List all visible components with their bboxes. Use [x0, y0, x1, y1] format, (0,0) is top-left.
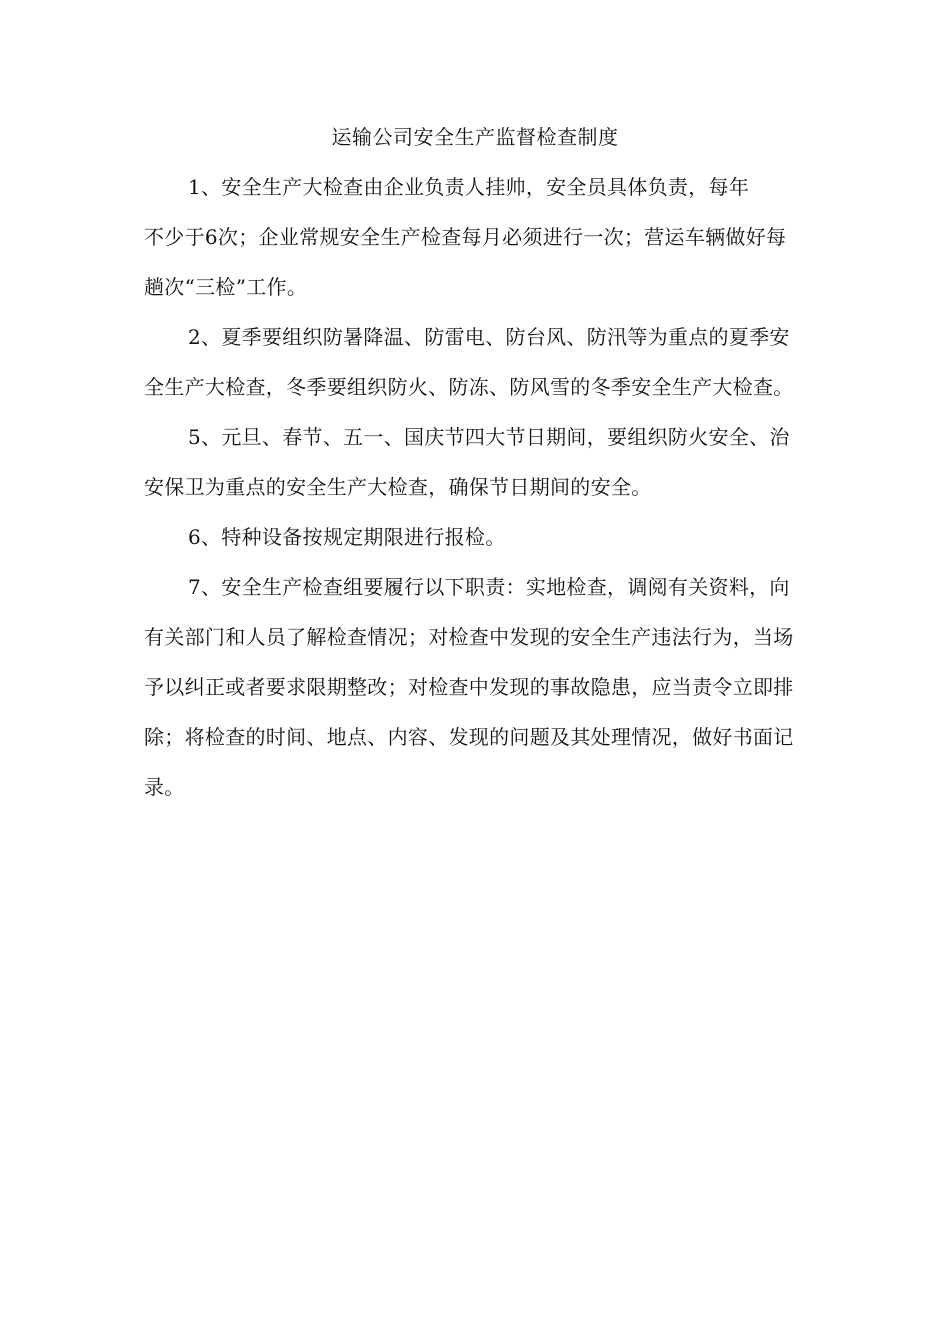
paragraph-2-line-2: 全生产大检查，冬季要组织防火、防冻、防风雪的冬季安全生产大检查。	[144, 375, 794, 399]
paragraph-1-line-1: 1、安全生产大检查由企业负责人挂帅，安全员具体负责，每年	[188, 175, 750, 199]
paragraph-1-line-2: 不少于6次；企业常规安全生产检查每月必须进行一次；营运车辆做好每	[144, 225, 787, 249]
paragraph-7-line-4: 除；将检查的时间、地点、内容、发现的问题及其处理情况，做好书面记	[144, 725, 794, 749]
paragraph-6-line-1: 6、特种设备按规定期限进行报检。	[188, 525, 506, 549]
paragraph-1-line-3: 趟次“三检”工作。	[144, 275, 308, 299]
paragraph-5-line-2: 安保卫为重点的安全生产大检查，确保节日期间的安全。	[144, 475, 652, 499]
paragraph-2-line-1: 2、夏季要组织防暑降温、防雷电、防台风、防汛等为重点的夏季安	[188, 325, 790, 349]
paragraph-7-line-2: 有关部门和人员了解检查情况；对检查中发现的安全生产违法行为，当场	[144, 625, 794, 649]
paragraph-5-line-1: 5、元旦、春节、五一、国庆节四大节日期间，要组织防火安全、治	[188, 425, 790, 449]
paragraph-7-line-5: 录。	[144, 775, 185, 799]
paragraph-7-line-3: 予以纠正或者要求限期整改；对检查中发现的事故隐患，应当责令立即排	[144, 675, 794, 699]
paragraph-7-line-1: 7、安全生产检查组要履行以下职责：实地检查，调阅有关资料，向	[188, 575, 790, 599]
document-title: 运输公司安全生产监督检查制度	[331, 125, 619, 149]
